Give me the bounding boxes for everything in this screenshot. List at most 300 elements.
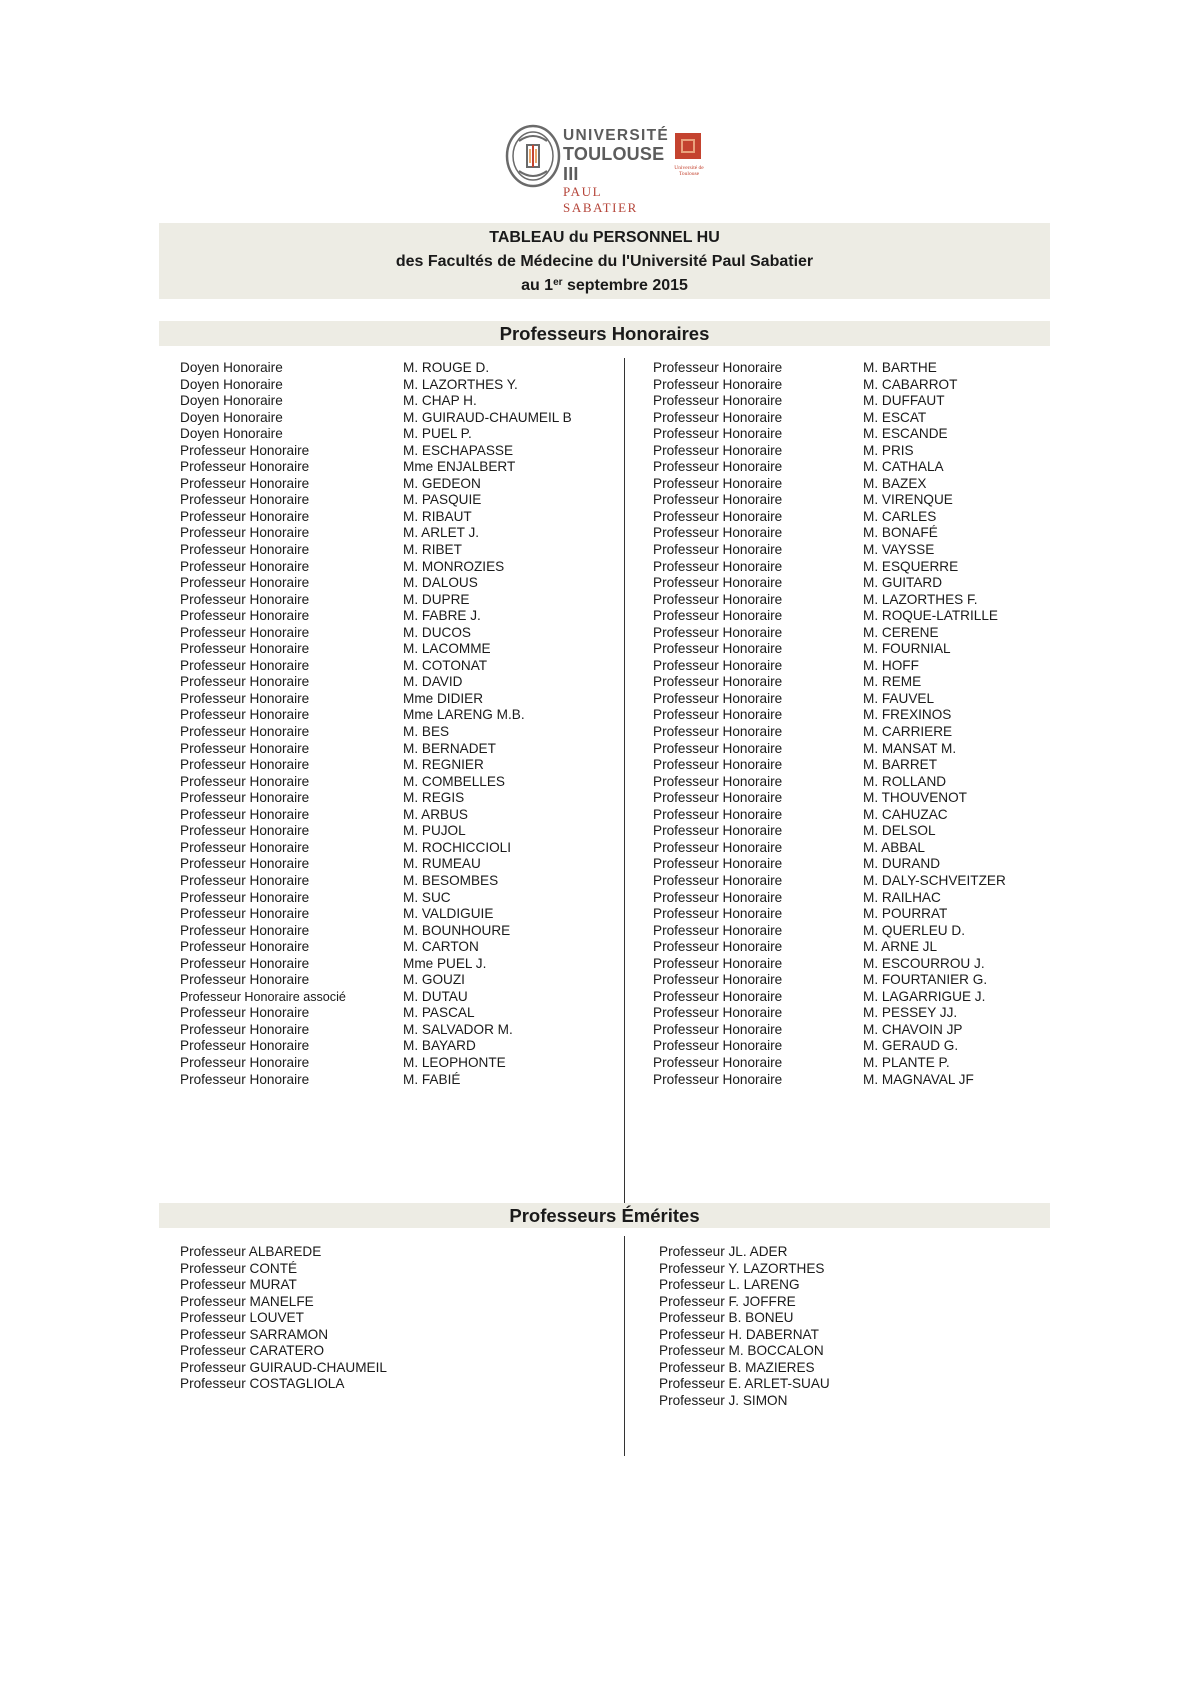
- list-item: [180, 625, 620, 642]
- professor-name: M. PASCAL: [403, 1005, 475, 1021]
- list-item: [180, 641, 620, 658]
- honorary-title: Professeur Honoraire: [180, 1021, 310, 1037]
- professor-name: M. DUTAU: [403, 988, 468, 1004]
- honorary-title: Professeur Honoraire: [180, 906, 310, 922]
- honorary-title: Professeur Honoraire: [653, 839, 783, 855]
- list-item: [180, 509, 620, 526]
- professor-name: M. RAILHAC: [863, 889, 941, 905]
- professor-name: M. ESCANDE: [863, 426, 948, 442]
- professor-name: M. MANSAT M.: [863, 740, 957, 756]
- professor-name: M. LAZORTHES Y.: [403, 376, 518, 392]
- professor-name: M. LEOPHONTE: [403, 1054, 506, 1070]
- list-item: Professeur Y. LAZORTHES: [659, 1260, 825, 1276]
- list-item: Professeur SARRAMON: [180, 1326, 329, 1342]
- list-item: [653, 972, 1053, 989]
- list-item: [180, 410, 620, 427]
- professor-name: M. LACOMME: [403, 641, 491, 657]
- honorary-title: Professeur Honoraire: [180, 1038, 310, 1054]
- professor-name: M. PESSEY JJ.: [863, 1005, 958, 1021]
- list-item: Professeur CONTÉ: [180, 1260, 298, 1276]
- honorary-title: Professeur Honoraire: [180, 442, 310, 458]
- professor-name: M. CHAVOIN JP: [863, 1021, 963, 1037]
- professor-name: M. GERAUD G.: [863, 1038, 959, 1054]
- list-item: [653, 575, 1053, 592]
- professor-name: M. ROLLAND: [863, 773, 947, 789]
- list-item: [180, 873, 620, 890]
- professor-name: M. BOUNHOURE: [403, 922, 511, 938]
- honorary-title: Professeur Honoraire: [653, 575, 783, 591]
- list-item: [653, 906, 1053, 923]
- professor-name: M. FABRE J.: [403, 608, 481, 624]
- honorary-title: Professeur Honoraire: [180, 459, 310, 475]
- honorary-title: Professeur Honoraire: [653, 707, 783, 723]
- honorary-title: Professeur Honoraire: [180, 972, 310, 988]
- honorary-title: Professeur Honoraire: [653, 955, 783, 971]
- professor-name: M. RUMEAU: [403, 856, 481, 872]
- list-item: [653, 393, 1053, 410]
- list-item: [180, 592, 620, 609]
- list-item: [180, 1055, 620, 1072]
- honorary-title: Professeur Honoraire: [653, 773, 783, 789]
- list-item: [653, 641, 1053, 658]
- list-item: [180, 923, 620, 940]
- list-item: [180, 774, 620, 791]
- list-item: [180, 989, 620, 1006]
- professor-name: Mme DIDIER: [403, 690, 484, 706]
- honorary-title: Professeur Honoraire: [180, 724, 310, 740]
- professor-name: M. ESCAT: [863, 409, 927, 425]
- list-item: [653, 807, 1053, 824]
- professor-name: M. RIBAUT: [403, 508, 472, 524]
- honorary-title: Professeur Honoraire: [180, 740, 310, 756]
- professor-name: M. ROQUE-LATRILLE: [863, 608, 998, 624]
- professor-name: M. CHAP H.: [403, 393, 477, 409]
- list-item: Professeur MANELFE: [180, 1293, 314, 1309]
- honorary-title: Professeur Honoraire: [653, 1038, 783, 1054]
- honorary-title: Professeur Honoraire: [180, 856, 310, 872]
- professor-name: M. CARTON: [403, 939, 479, 955]
- honorary-title: Professeur Honoraire: [653, 508, 783, 524]
- list-item: [653, 1055, 1053, 1072]
- honorary-title: Professeur Honoraire: [653, 393, 783, 409]
- professor-name: M. GUIRAUD-CHAUMEIL B: [403, 409, 572, 425]
- list-item: [653, 939, 1053, 956]
- list-item: [180, 1038, 620, 1055]
- honorary-title: Professeur Honoraire: [180, 1054, 310, 1070]
- list-item: [653, 1005, 1053, 1022]
- list-item: [180, 443, 620, 460]
- list-item: [653, 592, 1053, 609]
- professor-name: M. PUJOL: [403, 823, 466, 839]
- list-item: [653, 741, 1053, 758]
- professor-name: M. LAZORTHES F.: [863, 591, 978, 607]
- honorary-title: Professeur Honoraire: [653, 657, 783, 673]
- honorary-title: Professeur Honoraire: [180, 641, 310, 657]
- list-item: Professeur MURAT: [180, 1277, 297, 1293]
- professor-name: M. SALVADOR M.: [403, 1021, 513, 1037]
- honorary-title: Professeur Honoraire: [653, 624, 783, 640]
- professor-name: M. REGNIER: [403, 757, 484, 773]
- honorary-title: Professeur Honoraire: [180, 608, 310, 624]
- list-item: [653, 840, 1053, 857]
- list-item: [653, 757, 1053, 774]
- list-item: [653, 691, 1053, 708]
- professor-name: M. VIRENQUE: [863, 492, 953, 508]
- list-item: [653, 674, 1053, 691]
- emerites-list-left: [180, 1244, 600, 1393]
- university-logo: [505, 123, 705, 215]
- list-item: Professeur B. BONEU: [659, 1310, 794, 1326]
- honorary-title: Professeur Honoraire: [653, 542, 783, 558]
- list-item: [180, 790, 620, 807]
- honoraires-list-right: [653, 360, 1053, 1088]
- professor-name: M. ROCHICCIOLI: [403, 839, 511, 855]
- logo-sub-label: Université de Toulouse: [674, 165, 704, 177]
- list-item: [653, 525, 1053, 542]
- professor-name: M. DUFFAUT: [863, 393, 945, 409]
- list-item: [653, 890, 1053, 907]
- professor-name: M. GOUZI: [403, 972, 465, 988]
- honorary-title: Professeur Honoraire: [653, 872, 783, 888]
- honorary-title: Professeur Honoraire: [180, 955, 310, 971]
- list-item: [180, 426, 620, 443]
- honorary-title: Professeur Honoraire: [653, 360, 783, 375]
- honorary-title: Professeur Honoraire: [653, 988, 783, 1004]
- professor-name: M. BESOMBES: [403, 872, 499, 888]
- professor-name: M. ARBUS: [403, 806, 468, 822]
- list-item: [653, 989, 1053, 1006]
- list-item: [653, 625, 1053, 642]
- professor-name: M. MONROZIES: [403, 558, 505, 574]
- list-item: [653, 724, 1053, 741]
- professor-name: M. DURAND: [863, 856, 941, 872]
- honorary-title: Professeur Honoraire: [653, 409, 783, 425]
- list-item: [180, 492, 620, 509]
- professor-name: M. FOURTANIER G.: [863, 972, 988, 988]
- honorary-title: Professeur Honoraire: [653, 690, 783, 706]
- column-divider: [624, 358, 625, 1203]
- honorary-title: Professeur Honoraire associé: [180, 989, 346, 1004]
- list-item: [180, 559, 620, 576]
- list-item: [180, 476, 620, 493]
- list-item: [180, 1022, 620, 1039]
- honorary-title: Professeur Honoraire: [653, 724, 783, 740]
- list-item: [180, 807, 620, 824]
- list-item: Professeur COSTAGLIOLA: [180, 1376, 345, 1392]
- list-item: [180, 674, 620, 691]
- list-item: [180, 1005, 620, 1022]
- honorary-title: Professeur Honoraire: [653, 674, 783, 690]
- honorary-title: Professeur Honoraire: [653, 856, 783, 872]
- professor-name: M. FAUVEL: [863, 690, 935, 706]
- list-item: [653, 1038, 1053, 1055]
- professor-name: M. ARNE JL: [863, 939, 938, 955]
- honorary-title: Doyen Honoraire: [180, 409, 283, 425]
- list-item: Professeur B. MAZIERES: [659, 1359, 815, 1375]
- list-item: [180, 1072, 620, 1089]
- list-item: [653, 873, 1053, 890]
- honorary-title: Professeur Honoraire: [653, 442, 783, 458]
- professor-name: M. CARLES: [863, 508, 937, 524]
- professor-name: M. ESQUERRE: [863, 558, 959, 574]
- list-item: [653, 459, 1053, 476]
- professor-name: M. BARTHE: [863, 360, 937, 375]
- professor-name: M. PASQUIE: [403, 492, 482, 508]
- logo-university-label: UNIVERSITÉ: [563, 127, 670, 144]
- professor-name: M. THOUVENOT: [863, 790, 967, 806]
- honorary-title: Professeur Honoraire: [653, 972, 783, 988]
- professor-name: M. CARRIERE: [863, 724, 953, 740]
- list-item: Professeur L. LARENG: [659, 1277, 800, 1293]
- professor-name: M. FABIÉ: [403, 1071, 461, 1087]
- list-item: [653, 509, 1053, 526]
- list-item: [653, 790, 1053, 807]
- honorary-title: Professeur Honoraire: [653, 1071, 783, 1087]
- list-item: [180, 840, 620, 857]
- list-item: [180, 608, 620, 625]
- professor-name: M. BONAFÉ: [863, 525, 938, 541]
- honorary-title: Professeur Honoraire: [653, 1054, 783, 1070]
- professor-name: M. GEDEON: [403, 475, 481, 491]
- list-item: Professeur M. BOCCALON: [659, 1343, 824, 1359]
- honorary-title: Doyen Honoraire: [180, 360, 283, 375]
- list-item: [180, 658, 620, 675]
- list-item: [653, 707, 1053, 724]
- professor-name: M. BERNADET: [403, 740, 496, 756]
- list-item: [180, 724, 620, 741]
- list-item: [180, 939, 620, 956]
- professor-name: M. DUPRE: [403, 591, 470, 607]
- honorary-title: Doyen Honoraire: [180, 376, 283, 392]
- list-item: Professeur GUIRAUD-CHAUMEIL: [180, 1359, 387, 1375]
- list-item: [180, 377, 620, 394]
- list-item: [653, 774, 1053, 791]
- professor-name: M. BARRET: [863, 757, 938, 773]
- university-mark-icon: [675, 133, 701, 159]
- professor-name: M. HOFF: [863, 657, 919, 673]
- list-item: [180, 823, 620, 840]
- honorary-title: Professeur Honoraire: [180, 690, 310, 706]
- section-heading-emerites: Professeurs Émérites: [159, 1203, 1050, 1228]
- honorary-title: Professeur Honoraire: [653, 889, 783, 905]
- title-banner: [159, 223, 1050, 299]
- professor-name: M. COMBELLES: [403, 773, 505, 789]
- list-item: Professeur ALBAREDE: [180, 1244, 322, 1259]
- honorary-title: Professeur Honoraire: [180, 525, 310, 541]
- honorary-title: Professeur Honoraire: [180, 790, 310, 806]
- honorary-title: Professeur Honoraire: [653, 939, 783, 955]
- professor-name: M. ARLET J.: [403, 525, 480, 541]
- honorary-title: Professeur Honoraire: [180, 674, 310, 690]
- honorary-title: Professeur Honoraire: [653, 591, 783, 607]
- professor-name: M. SUC: [403, 889, 451, 905]
- list-item: Professeur H. DABERNAT: [659, 1326, 819, 1342]
- list-item: [180, 575, 620, 592]
- list-item: Professeur E. ARLET-SUAU: [659, 1376, 830, 1392]
- honorary-title: Professeur Honoraire: [653, 558, 783, 574]
- list-item: [653, 542, 1053, 559]
- list-item: [180, 972, 620, 989]
- list-item: [180, 757, 620, 774]
- list-item: [653, 956, 1053, 973]
- professor-name: M. ABBAL: [863, 839, 925, 855]
- list-item: [653, 856, 1053, 873]
- honorary-title: Professeur Honoraire: [653, 525, 783, 541]
- honorary-title: Professeur Honoraire: [653, 426, 783, 442]
- list-item: Professeur F. JOFFRE: [659, 1293, 796, 1309]
- honorary-title: Professeur Honoraire: [653, 790, 783, 806]
- list-item: [653, 559, 1053, 576]
- honoraires-list-left: [180, 360, 620, 1088]
- professor-name: M. ESCHAPASSE: [403, 442, 514, 458]
- honorary-title: Professeur Honoraire: [180, 492, 310, 508]
- list-item: [180, 741, 620, 758]
- list-item: [653, 443, 1053, 460]
- professor-name: M. DELSOL: [863, 823, 936, 839]
- list-item: [180, 707, 620, 724]
- list-item: [653, 1022, 1053, 1039]
- professor-name: M. REGIS: [403, 790, 465, 806]
- honorary-title: Professeur Honoraire: [180, 542, 310, 558]
- professor-name: M. CAHUZAC: [863, 806, 948, 822]
- honorary-title: Professeur Honoraire: [653, 608, 783, 624]
- professor-name: M. BAYARD: [403, 1038, 476, 1054]
- list-item: [180, 393, 620, 410]
- professor-name: M. ESCOURROU J.: [863, 955, 985, 971]
- honorary-title: Professeur Honoraire: [653, 641, 783, 657]
- honorary-title: Doyen Honoraire: [180, 393, 283, 409]
- list-item: [180, 906, 620, 923]
- list-item: Professeur JL. ADER: [659, 1244, 788, 1259]
- honorary-title: Professeur Honoraire: [180, 508, 310, 524]
- logo-toulouse-label: TOULOUSE III: [563, 144, 665, 184]
- honorary-title: Professeur Honoraire: [653, 922, 783, 938]
- professor-name: M. DAVID: [403, 674, 463, 690]
- honorary-title: Professeur Honoraire: [653, 757, 783, 773]
- professor-name: M. DALOUS: [403, 575, 478, 591]
- list-item: [653, 410, 1053, 427]
- professor-name: M. PUEL P.: [403, 426, 472, 442]
- professor-name: M. RIBET: [403, 542, 462, 558]
- honorary-title: Professeur Honoraire: [653, 475, 783, 491]
- professor-name: M. CABARROT: [863, 376, 958, 392]
- honorary-title: Professeur Honoraire: [653, 906, 783, 922]
- document-date: au 1er septembre 2015: [521, 277, 688, 294]
- professor-name: M. POURRAT: [863, 906, 948, 922]
- honorary-title: Professeur Honoraire: [180, 657, 310, 673]
- list-item: [180, 459, 620, 476]
- professor-name: M. VAYSSE: [863, 542, 935, 558]
- list-item: [653, 823, 1053, 840]
- honorary-title: Professeur Honoraire: [180, 922, 310, 938]
- honorary-title: Professeur Honoraire: [653, 492, 783, 508]
- professor-name: M. DUCOS: [403, 624, 471, 640]
- honorary-title: Professeur Honoraire: [180, 624, 310, 640]
- honorary-title: Professeur Honoraire: [180, 707, 310, 723]
- honorary-title: Professeur Honoraire: [180, 1071, 310, 1087]
- honorary-title: Professeur Honoraire: [180, 889, 310, 905]
- document-subtitle: des Facultés de Médecine du l'Université Paul Sabatier: [395, 253, 814, 270]
- emerites-list-right: [659, 1244, 1059, 1409]
- list-item: [653, 492, 1053, 509]
- professor-name: M. ROUGE D.: [403, 360, 490, 375]
- professor-name: M. REME: [863, 674, 922, 690]
- professor-name: M. GUITARD: [863, 575, 943, 591]
- professor-name: Mme PUEL J.: [403, 955, 487, 971]
- honorary-title: Professeur Honoraire: [180, 757, 310, 773]
- honorary-title: Professeur Honoraire: [180, 475, 310, 491]
- honorary-title: Professeur Honoraire: [653, 806, 783, 822]
- list-item: [653, 1072, 1053, 1089]
- list-item: [653, 923, 1053, 940]
- professor-name: M. COTONAT: [403, 657, 488, 673]
- list-item: Professeur J. SIMON: [659, 1392, 788, 1408]
- honorary-title: Professeur Honoraire: [180, 823, 310, 839]
- university-seal-icon: [505, 123, 561, 189]
- professor-name: M. DALY-SCHVEITZER: [863, 872, 1006, 888]
- professor-name: M. LAGARRIGUE J.: [863, 988, 986, 1004]
- professor-name: M. QUERLEU D.: [863, 922, 965, 938]
- honorary-title: Professeur Honoraire: [180, 806, 310, 822]
- list-item: [653, 426, 1053, 443]
- list-item: [180, 890, 620, 907]
- list-item: Professeur LOUVET: [180, 1310, 304, 1326]
- professor-name: M. PRIS: [863, 442, 914, 458]
- list-item: Professeur CARATERO: [180, 1343, 325, 1359]
- list-item: [653, 476, 1053, 493]
- professor-name: M. MAGNAVAL JF: [863, 1071, 974, 1087]
- honorary-title: Professeur Honoraire: [653, 459, 783, 475]
- professor-name: M. FOURNIAL: [863, 641, 951, 657]
- list-item: [653, 360, 1053, 377]
- list-item: [180, 542, 620, 559]
- honorary-title: Professeur Honoraire: [180, 591, 310, 607]
- honorary-title: Professeur Honoraire: [180, 1005, 310, 1021]
- professor-name: Mme ENJALBERT: [403, 459, 516, 475]
- list-item: [653, 658, 1053, 675]
- honorary-title: Professeur Honoraire: [653, 1005, 783, 1021]
- section-heading-honoraires: Professeurs Honoraires: [159, 321, 1050, 346]
- honorary-title: Professeur Honoraire: [653, 823, 783, 839]
- honorary-title: Professeur Honoraire: [180, 773, 310, 789]
- professor-name: M. CATHALA: [863, 459, 944, 475]
- professor-name: M. BAZEX: [863, 475, 927, 491]
- column-divider: [624, 1236, 625, 1456]
- honorary-title: Professeur Honoraire: [653, 1021, 783, 1037]
- list-item: [180, 360, 620, 377]
- list-item: [180, 856, 620, 873]
- honorary-title: Professeur Honoraire: [653, 376, 783, 392]
- honorary-title: Doyen Honoraire: [180, 426, 283, 442]
- honorary-title: Professeur Honoraire: [180, 575, 310, 591]
- honorary-title: Professeur Honoraire: [180, 839, 310, 855]
- professor-name: M. FREXINOS: [863, 707, 952, 723]
- document-title: TABLEAU du PERSONNEL HU: [489, 229, 720, 246]
- professor-name: Mme LARENG M.B.: [403, 707, 525, 723]
- professor-name: M. BES: [403, 724, 450, 740]
- list-item: [653, 377, 1053, 394]
- honorary-title: Professeur Honoraire: [180, 939, 310, 955]
- professor-name: M. CERENE: [863, 624, 939, 640]
- list-item: [180, 691, 620, 708]
- list-item: [653, 608, 1053, 625]
- professor-name: M. PLANTE P.: [863, 1054, 950, 1070]
- honorary-title: Professeur Honoraire: [653, 740, 783, 756]
- list-item: [180, 525, 620, 542]
- professor-name: M. VALDIGUIE: [403, 906, 494, 922]
- logo-sabatier-label: PAUL SABATIER: [563, 184, 638, 215]
- honorary-title: Professeur Honoraire: [180, 872, 310, 888]
